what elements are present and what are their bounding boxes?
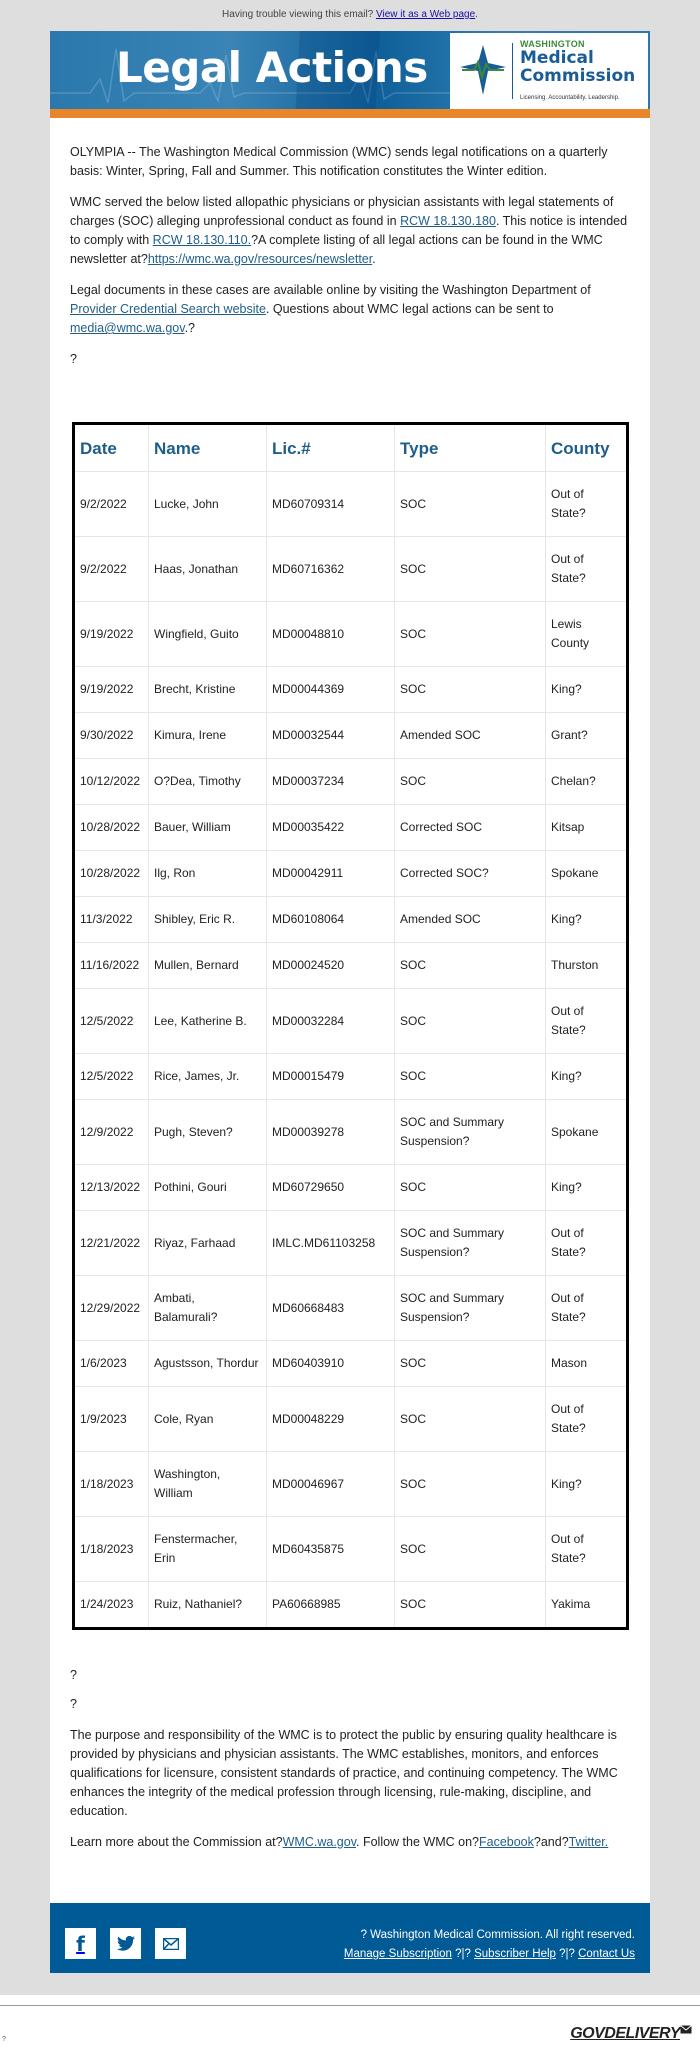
cell-license: MD00035422 bbox=[267, 805, 395, 851]
logo-washington: WASHINGTON bbox=[520, 39, 585, 49]
table-row bbox=[74, 805, 628, 851]
cell-date: 1/18/2023 bbox=[74, 1517, 149, 1582]
cell-date: 10/28/2022 bbox=[74, 851, 149, 897]
cell-name: Brecht, Kristine bbox=[149, 667, 267, 713]
footer-links bbox=[344, 1945, 635, 1964]
cell-license: IMLC.MD61103258 bbox=[267, 1211, 395, 1276]
cell-type: SOC bbox=[395, 1387, 546, 1452]
text: Legal documents in these cases are available online by visiting the Washington Department of bbox=[70, 283, 591, 297]
table-row bbox=[74, 1165, 628, 1211]
cell-license: MD60435875 bbox=[267, 1517, 395, 1582]
intro-placeholder: ? bbox=[70, 352, 77, 366]
table-row bbox=[74, 1582, 628, 1629]
facebook-icon: f bbox=[76, 1931, 85, 1956]
cell-type: SOC bbox=[395, 1054, 546, 1100]
cell-name: Lee, Katherine B. bbox=[149, 989, 267, 1054]
cell-date: 12/5/2022 bbox=[74, 1054, 149, 1100]
table-row bbox=[74, 1517, 628, 1582]
table-body bbox=[74, 472, 628, 1629]
cell-date: 12/29/2022 bbox=[74, 1276, 149, 1341]
cell-name: Pothini, Gouri bbox=[149, 1165, 267, 1211]
copyright: ? Washington Medical Commission. All right reserved. bbox=[360, 1929, 635, 1941]
provider-credential-search-link[interactable]: Provider Credential Search website bbox=[70, 302, 266, 316]
cell-license: MD00046967 bbox=[267, 1452, 395, 1517]
orange-strip bbox=[50, 109, 650, 118]
header-county: County bbox=[546, 424, 628, 472]
cell-county: Chelan? bbox=[546, 759, 628, 805]
learn-more-paragraph bbox=[70, 1833, 628, 1852]
table-row bbox=[74, 1341, 628, 1387]
cell-name: Ilg, Ron bbox=[149, 851, 267, 897]
cell-date: 1/9/2023 bbox=[74, 1387, 149, 1452]
email-button[interactable] bbox=[155, 1928, 186, 1959]
rcw-18-130-180-link[interactable]: RCW 18.130.180 bbox=[400, 214, 496, 228]
envelope-icon bbox=[163, 1938, 179, 1950]
placeholder-2: ? bbox=[70, 1697, 77, 1711]
text: .? bbox=[184, 321, 196, 335]
cell-type: SOC bbox=[395, 1165, 546, 1211]
cell-date: 9/19/2022 bbox=[74, 602, 149, 667]
cell-date: 9/30/2022 bbox=[74, 713, 149, 759]
govdelivery-logo[interactable] bbox=[570, 2025, 692, 2043]
contact-us-link[interactable]: Contact Us bbox=[578, 1948, 635, 1960]
cell-type: Corrected SOC bbox=[395, 805, 546, 851]
cell-county: Out of State? bbox=[546, 1517, 628, 1582]
logo-name bbox=[520, 49, 635, 85]
header-date: Date bbox=[74, 424, 149, 472]
cell-county: Out of State? bbox=[546, 1276, 628, 1341]
separator: ?|? bbox=[451, 1948, 475, 1960]
cell-county: Out of State? bbox=[546, 989, 628, 1054]
closing-text bbox=[70, 1666, 628, 1864]
table-header-row bbox=[74, 424, 628, 472]
cell-type: SOC and Summary Suspension? bbox=[395, 1211, 546, 1276]
rcw-18-130-110-link[interactable]: RCW 18.130.110. bbox=[152, 233, 252, 247]
cell-county: Thurston bbox=[546, 943, 628, 989]
cell-license: PA60668985 bbox=[267, 1582, 395, 1629]
cell-county: Grant? bbox=[546, 713, 628, 759]
cell-county: King? bbox=[546, 1452, 628, 1517]
preheader-text: Having trouble viewing this email? bbox=[222, 9, 377, 20]
cell-name: Fenstermacher, Erin bbox=[149, 1517, 267, 1582]
cell-county: Out of State? bbox=[546, 1211, 628, 1276]
text: . This notice is intended to comply with bbox=[70, 214, 628, 247]
cell-type: SOC bbox=[395, 1452, 546, 1517]
cell-date: 1/24/2023 bbox=[74, 1582, 149, 1629]
logo-tagline: Licensing. Accountability. Leadership. bbox=[520, 95, 620, 101]
media-email-link[interactable]: media@wmc.wa.gov bbox=[70, 321, 185, 335]
cell-county: King? bbox=[546, 1054, 628, 1100]
cell-date: 10/28/2022 bbox=[74, 805, 149, 851]
cell-type: Amended SOC bbox=[395, 897, 546, 943]
table-row bbox=[74, 943, 628, 989]
table-row bbox=[74, 1100, 628, 1165]
cell-name: Haas, Jonathan bbox=[149, 537, 267, 602]
cell-name: Agustsson, Thordur bbox=[149, 1341, 267, 1387]
cell-type: SOC bbox=[395, 1341, 546, 1387]
text: . Questions about WMC legal actions can be sent to bbox=[265, 302, 554, 316]
cell-type: SOC bbox=[395, 602, 546, 667]
cell-county: King? bbox=[546, 1165, 628, 1211]
table-row bbox=[74, 1452, 628, 1517]
preheader bbox=[0, 9, 700, 20]
cell-county: Lewis County bbox=[546, 602, 628, 667]
cell-name: Lucke, John bbox=[149, 472, 267, 537]
cell-date: 11/3/2022 bbox=[74, 897, 149, 943]
cell-license: MD60709314 bbox=[267, 472, 395, 537]
header-banner bbox=[50, 31, 650, 118]
cell-type: SOC bbox=[395, 943, 546, 989]
header-type: Type bbox=[395, 424, 546, 472]
cell-county: King? bbox=[546, 897, 628, 943]
cell-license: MD00032544 bbox=[267, 713, 395, 759]
manage-subscription-link[interactable]: Manage Subscription bbox=[343, 1948, 452, 1960]
cell-name: O?Dea, Timothy bbox=[149, 759, 267, 805]
cell-license: MD60716362 bbox=[267, 537, 395, 602]
footer-text bbox=[344, 1926, 635, 1964]
wmc-logo-mark-icon bbox=[460, 45, 506, 95]
cell-name: Cole, Ryan bbox=[149, 1387, 267, 1452]
cell-county: Out of State? bbox=[546, 472, 628, 537]
header-name: Name bbox=[149, 424, 267, 472]
cell-type: SOC bbox=[395, 1582, 546, 1629]
cell-date: 12/21/2022 bbox=[74, 1211, 149, 1276]
cell-name: Mullen, Bernard bbox=[149, 943, 267, 989]
header-license: Lic.# bbox=[267, 424, 395, 472]
mission-paragraph: The purpose and responsibility of the WMC is to protect the public by ensuring quality healthcare is provided by physicians and physician assistants. The WMC establishes, monitors, and enforces qualifications for licensure, consistent standards of practice, and continuing competency. The WMC enhances the integrity of the medical profession through licensing, rule-making, discipline, and education. bbox=[70, 1728, 618, 1818]
cell-name: Riyaz, Farhaad bbox=[149, 1211, 267, 1276]
cell-license: MD00037234 bbox=[267, 759, 395, 805]
cell-date: 11/16/2022 bbox=[74, 943, 149, 989]
stray-character: ? bbox=[2, 2036, 6, 2043]
table-row bbox=[74, 989, 628, 1054]
divider bbox=[0, 2005, 700, 2006]
intro-text bbox=[70, 143, 628, 381]
footer bbox=[50, 1903, 650, 1973]
text: ?and? bbox=[533, 1835, 569, 1849]
text: . Follow the WMC on? bbox=[356, 1835, 479, 1849]
newsletter-link[interactable]: https://wmc.wa.gov/resources/newsletter bbox=[147, 252, 373, 266]
cell-license: MD00048229 bbox=[267, 1387, 395, 1452]
cell-type: SOC bbox=[395, 989, 546, 1054]
govdelivery-wordmark: GOVDELIVERY bbox=[570, 2025, 680, 2042]
cell-type: SOC bbox=[395, 667, 546, 713]
cell-date: 12/13/2022 bbox=[74, 1165, 149, 1211]
cell-date: 1/6/2023 bbox=[74, 1341, 149, 1387]
wmc-logo bbox=[450, 33, 648, 109]
text: ?A complete listing of all legal actions can be found in the WMC newsletter at? bbox=[70, 233, 603, 266]
cell-county: Spokane bbox=[546, 1100, 628, 1165]
facebook-button[interactable] bbox=[65, 1928, 96, 1959]
banner-title: Legal Actions bbox=[116, 43, 428, 92]
table-row bbox=[74, 1054, 628, 1100]
wmc-website-link[interactable]: WMC.wa.gov bbox=[282, 1835, 357, 1849]
table-row bbox=[74, 472, 628, 537]
intro-paragraph-3 bbox=[70, 281, 628, 338]
table-row bbox=[74, 1211, 628, 1276]
cell-type: SOC and Summary Suspension? bbox=[395, 1276, 546, 1341]
table-row bbox=[74, 1276, 628, 1341]
cell-name: Washington, William bbox=[149, 1452, 267, 1517]
cell-name: Wingfield, Guito bbox=[149, 602, 267, 667]
cell-date: 9/2/2022 bbox=[74, 472, 149, 537]
table-row bbox=[74, 851, 628, 897]
text: WMC served the below listed allopathic physicians or physician assistants with legal statements of charges (SOC) alleging unprofessional conduct as found in bbox=[70, 195, 614, 228]
twitter-link[interactable]: Twitter. bbox=[568, 1835, 609, 1849]
cell-type: SOC bbox=[395, 537, 546, 602]
table-row bbox=[74, 602, 628, 667]
cell-type: SOC and Summary Suspension? bbox=[395, 1100, 546, 1165]
cell-date: 10/12/2022 bbox=[74, 759, 149, 805]
cell-license: MD00024520 bbox=[267, 943, 395, 989]
cell-county: Out of State? bbox=[546, 1387, 628, 1452]
table-row bbox=[74, 667, 628, 713]
cell-date: 1/18/2023 bbox=[74, 1452, 149, 1517]
preheader-period: . bbox=[475, 9, 478, 20]
cell-license: MD60668483 bbox=[267, 1276, 395, 1341]
separator: ?|? bbox=[555, 1948, 579, 1960]
cell-license: MD00044369 bbox=[267, 667, 395, 713]
table-row bbox=[74, 1387, 628, 1452]
subscriber-help-link[interactable]: Subscriber Help bbox=[474, 1948, 556, 1960]
cell-county: Yakima bbox=[546, 1582, 628, 1629]
placeholder-1: ? bbox=[70, 1668, 77, 1682]
cell-license: MD60108064 bbox=[267, 897, 395, 943]
cell-type: SOC bbox=[395, 472, 546, 537]
table-row bbox=[74, 713, 628, 759]
cell-name: Rice, James, Jr. bbox=[149, 1054, 267, 1100]
table-row bbox=[74, 897, 628, 943]
email-body bbox=[50, 31, 650, 1973]
cell-county: King? bbox=[546, 667, 628, 713]
logo-medical: Medical bbox=[520, 48, 594, 68]
cell-county: Spokane bbox=[546, 851, 628, 897]
cell-name: Ambati, Balamurali? bbox=[149, 1276, 267, 1341]
table-row bbox=[74, 759, 628, 805]
legal-actions-table bbox=[72, 422, 629, 1630]
cell-date: 9/2/2022 bbox=[74, 537, 149, 602]
cell-license: MD00048810 bbox=[267, 602, 395, 667]
twitter-icon bbox=[117, 1936, 135, 1951]
text: Learn more about the Commission at? bbox=[70, 1835, 283, 1849]
logo-commission: Commission bbox=[520, 66, 636, 86]
cell-license: MD00039278 bbox=[267, 1100, 395, 1165]
cell-name: Shibley, Eric R. bbox=[149, 897, 267, 943]
cell-type: SOC bbox=[395, 1517, 546, 1582]
cell-county: Kitsap bbox=[546, 805, 628, 851]
text: . bbox=[372, 252, 376, 266]
intro-paragraph-1: OLYMPIA -- The Washington Medical Commission (WMC) sends legal notifications on a quarterly basis: Winter, Spring, Fall and Summer. This notification constitutes the Winter edition. bbox=[70, 145, 608, 178]
cell-license: MD00042911 bbox=[267, 851, 395, 897]
cell-license: MD00015479 bbox=[267, 1054, 395, 1100]
facebook-link[interactable]: Facebook bbox=[478, 1835, 534, 1849]
cell-type: Corrected SOC? bbox=[395, 851, 546, 897]
cell-name: Bauer, William bbox=[149, 805, 267, 851]
cell-type: Amended SOC bbox=[395, 713, 546, 759]
logo-divider bbox=[512, 43, 513, 99]
cell-license: MD00032284 bbox=[267, 989, 395, 1054]
cell-date: 12/9/2022 bbox=[74, 1100, 149, 1165]
cell-date: 12/5/2022 bbox=[74, 989, 149, 1054]
cell-name: Ruiz, Nathaniel? bbox=[149, 1582, 267, 1629]
cell-county: Mason bbox=[546, 1341, 628, 1387]
cell-name: Kimura, Irene bbox=[149, 713, 267, 759]
envelope-icon bbox=[680, 2025, 692, 2035]
cell-county: Out of State? bbox=[546, 537, 628, 602]
table-row bbox=[74, 537, 628, 602]
cell-type: SOC bbox=[395, 759, 546, 805]
cell-license: MD60729650 bbox=[267, 1165, 395, 1211]
cell-license: MD60403910 bbox=[267, 1341, 395, 1387]
view-web-page-link[interactable]: View it as a Web page bbox=[376, 9, 476, 20]
twitter-button[interactable] bbox=[110, 1928, 141, 1959]
intro-paragraph-2 bbox=[70, 193, 628, 269]
cell-date: 9/19/2022 bbox=[74, 667, 149, 713]
cell-name: Pugh, Steven? bbox=[149, 1100, 267, 1165]
